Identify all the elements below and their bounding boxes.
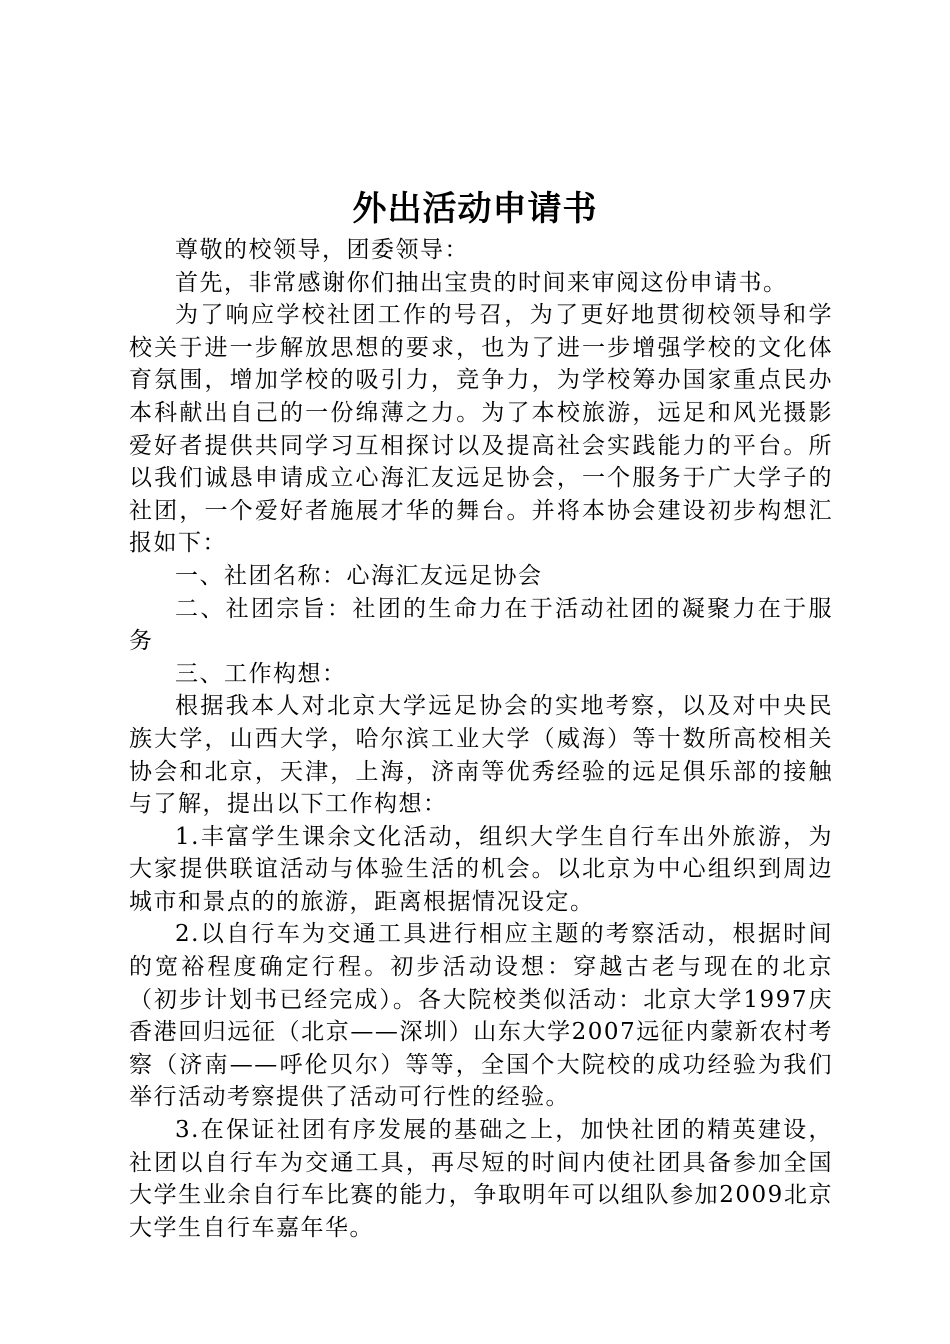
paragraph-plan-item-1: 1.丰富学生课余文化活动，组织大学生自行车出外旅游，为大家提供联谊活动与体验生活的机会。以北京为中心组织到周边城市和景点的的旅游，距离根据情况设定。 <box>129 823 833 915</box>
paragraph-purpose: 为了响应学校社团工作的号召，为了更好地贯彻校领导和学校关于进一步解放思想的要求，也为了进一步增强学校的文化体育氛围，增加学校的吸引力，竞争力，为学校筹办国家重点民办本科献出自己的一份绵薄之力。为了本校旅游，远足和风光摄影爱好者提供共同学习互相探讨以及提高社会实践能力的平台。所以我们诚恳申请成立心海汇友远足协会，一个服务于广大学子的社团，一个爱好者施展才华的舞台。并将本协会建设初步构想汇报如下： <box>129 302 833 557</box>
paragraph-research: 根据我本人对北京大学远足协会的实地考察，以及对中央民族大学，山西大学，哈尔滨工业大学（威海）等十数所高校相关协会和北京，天津，上海，济南等优秀经验的远足俱乐部的接触与了解，提出以下工作构想： <box>129 693 833 818</box>
paragraph-plan-item-3: 3.在保证社团有序发展的基础之上，加快社团的精英建设，社团以自行车为交通工具，再尽短的时间内使社团具备参加全国大学生业余自行车比赛的能力，争取明年可以组队参加2009北京大学生自行车嘉年华。 <box>129 1117 833 1241</box>
paragraph-club-name: 一、社团名称：心海汇友远足协会 <box>175 562 543 589</box>
paragraph-club-aim: 二、社团宗旨：社团的生命力在于活动社团的凝聚力在于服务 <box>129 595 833 655</box>
paragraph-thanks: 首先，非常感谢你们抽出宝贵的时间来审阅这份申请书。 <box>175 269 788 296</box>
paragraph-work-plan-heading: 三、工作构想： <box>175 660 347 687</box>
document-title: 外出活动申请书 <box>352 189 598 229</box>
paragraph-plan-item-2: 2.以自行车为交通工具进行相应主题的考察活动，根据时间的宽裕程度确定行程。初步活动设想：穿越古老与现在的北京（初步计划书已经完成）。各大院校类似活动：北京大学1997庆香港回归远征（北京——深圳）山东大学2007远征内蒙新农村考察（济南——呼伦贝尔）等等，全国个大院校的成功经验为我们举行活动考察提供了活动可行性的经验。 <box>129 921 833 1111</box>
salutation: 尊敬的校领导，团委领导： <box>175 237 469 263</box>
document-body <box>129 234 833 1244</box>
